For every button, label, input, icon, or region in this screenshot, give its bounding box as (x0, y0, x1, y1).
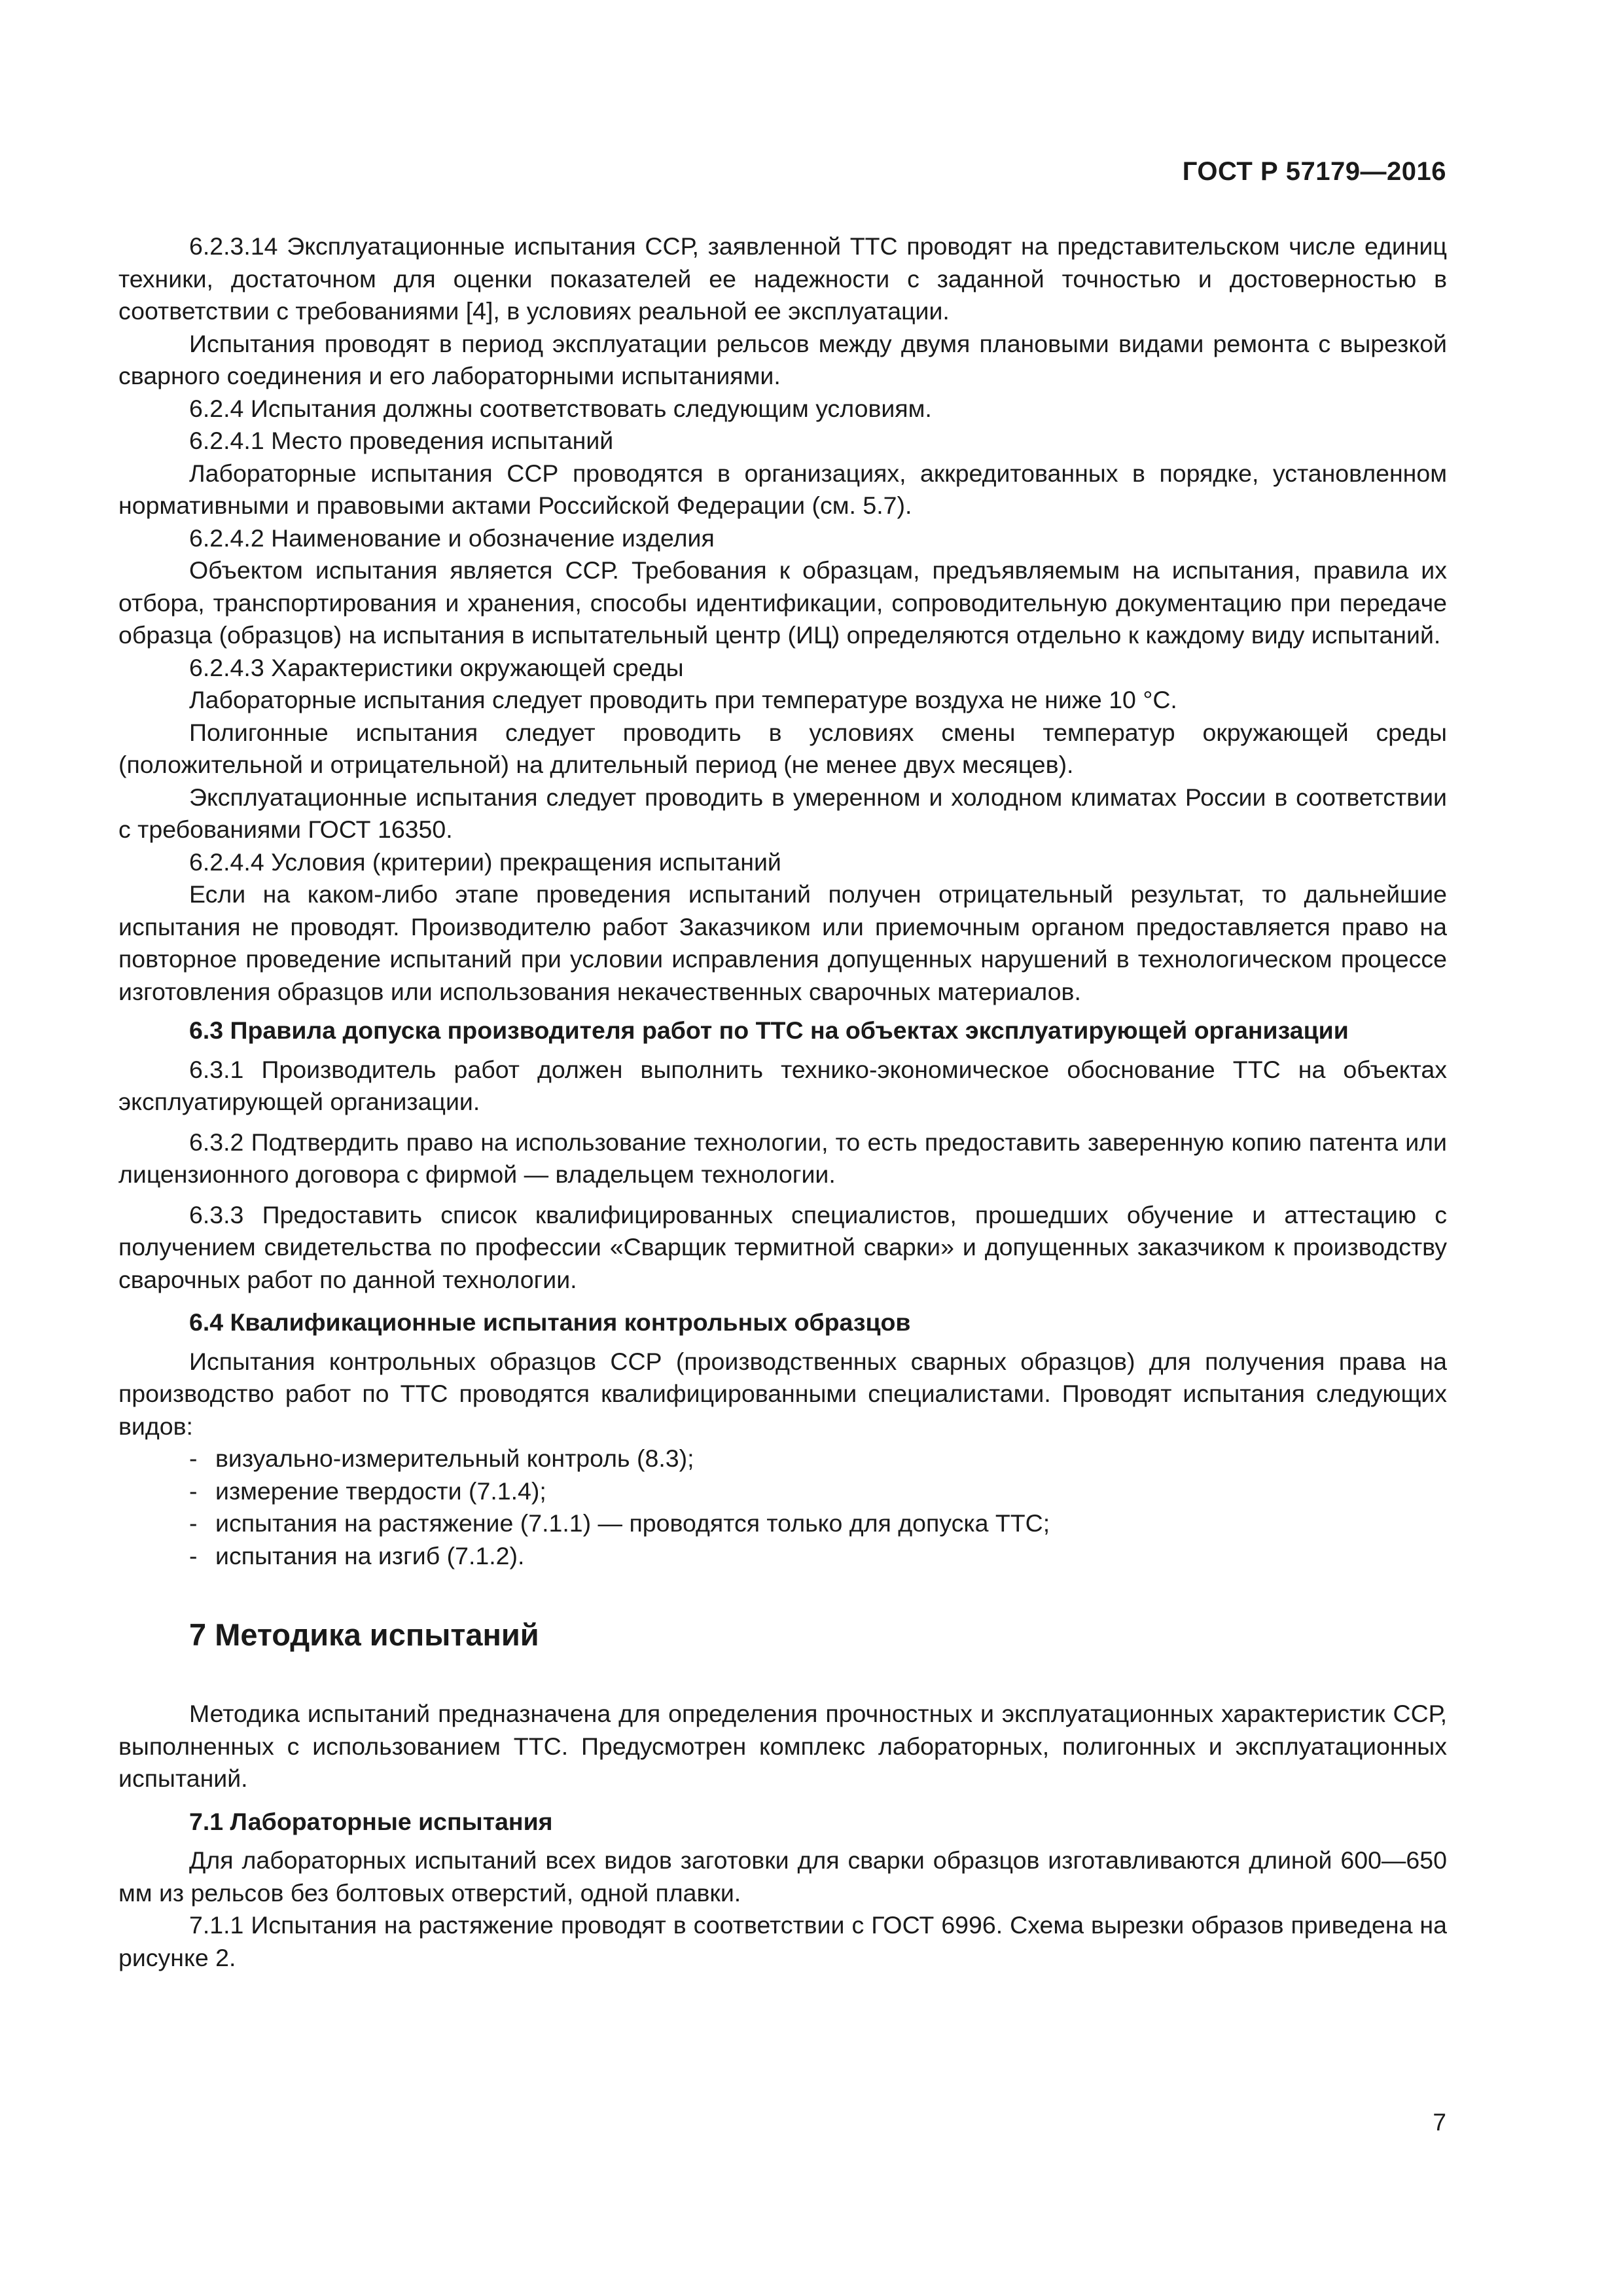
section-heading-7-1: 7.1 Лабораторные испытания (189, 1807, 553, 1835)
chapter-heading-7: 7 Методика испытаний (189, 1617, 539, 1652)
paragraph: Лабораторные испытания следует проводить при температуре воздуха не ниже 10 °С. (189, 686, 1177, 713)
paragraph: Методика испытаний предназначена для определения прочностных и эксплуатационных характеристик ССР, выполненных с использованием ТТС. Предусмотрен комплекс лабораторных, полигонных и эксплуатационных испытаний. (118, 1700, 1447, 1792)
paragraph: Для лабораторных испытаний всех видов заготовки для сварки образцов изготавливаются длиной 600—650 мм из рельсов без болтовых отверстий, одной плавки. (118, 1846, 1447, 1907)
paragraph: Испытания контрольных образцов ССР (производственных сварных образцов) для получения права на производство работ по ТТС проводятся квалифицированными специалистами. Проводят испытания следующих видов: (118, 1347, 1447, 1440)
clause-6-2-4-4: 6.2.4.4 Условия (критерии) прекращения испытаний (189, 848, 781, 876)
list-item: - испытания на растяжение (7.1.1) — проводятся только для допуска ТТС; (189, 1507, 1447, 1540)
paragraph: Если на каком-либо этапе проведения испытаний получен отрицательный результат, то дальнейшие испытания не проводят. Производителю работ Заказчиком или приемочным органом предоставляется право на повторное проведение испытаний при условии исправления допущенных нарушений в технологическом процессе изготовления образцов или использования некачественных сварочных материалов. (118, 880, 1447, 1005)
section-heading-6-4: 6.4 Квалификационные испытания контрольных образцов (189, 1308, 911, 1336)
paragraph: Полигонные испытания следует проводить в условиях смены температур окружающей среды (положительной и отрицательной) на длительный период (не менее двух месяцев). (118, 718, 1447, 778)
paragraph-6-2-3-14: 6.2.3.14 Эксплуатационные испытания ССР, заявленной ТТС проводят на представительском числе единиц техники, достаточном для оценки показателей ее надежности с заданной точностью и достоверностью в соответствии с требованиями [4], в условиях реальной ее эксплуатации. (118, 232, 1447, 325)
paragraph: Эксплуатационные испытания следует проводить в умеренном и холодном климатах России в соответствии с требованиями ГОСТ 16350. (118, 783, 1447, 843)
document-body (118, 230, 1447, 1974)
clause-6-3-1: 6.3.1 Производитель работ должен выполнить технико-экономическое обоснование ТТС на объектах эксплуатирующей организации. (118, 1055, 1447, 1115)
list-item: - визуально-измерительный контроль (8.3); (189, 1443, 1447, 1475)
list-item: - измерение твердости (7.1.4); (189, 1475, 1447, 1508)
document-header: ГОСТ Р 57179—2016 (1182, 157, 1446, 186)
test-types-list (118, 1443, 1447, 1572)
clause-6-2-4-2: 6.2.4.2 Наименование и обозначение изделия (189, 524, 715, 552)
section-heading-6-3: 6.3 Правила допуска производителя работ по ТТС на объектах эксплуатирующей организации (189, 1016, 1349, 1044)
page-number: 7 (1433, 2109, 1446, 2136)
clause-6-2-4-1: 6.2.4.1 Место проведения испытаний (189, 427, 614, 454)
paragraph: Лабораторные испытания ССР проводятся в организациях, аккредитованных в порядке, установленном нормативными и правовыми актами Российской Федерации (см. 5.7). (118, 459, 1447, 519)
clause-6-3-3: 6.3.3 Предоставить список квалифицированных специалистов, прошедших обучение и аттестацию с получением свидетельства по профессии «Сварщик термитной сварки» и допущенных заказчиком к производству сварочных работ по данной технологии. (118, 1200, 1447, 1293)
clause-7-1-1: 7.1.1 Испытания на растяжение проводят в соответствии с ГОСТ 6996. Схема вырезки образов приведена на рисунке 2. (118, 1911, 1447, 1971)
paragraph: Объектом испытания является ССР. Требования к образцам, предъявляемым на испытания, правила их отбора, транспортирования и хранения, способы идентификации, сопроводительную документацию при передаче образца (образцов) на испытания в испытательный центр (ИЦ) определяются отдельно к каждому виду испытаний. (118, 556, 1447, 649)
list-item: - испытания на изгиб (7.1.2). (189, 1540, 1447, 1573)
paragraph: Испытания проводят в период эксплуатации рельсов между двумя плановыми видами ремонта с вырезкой сварного соединения и его лабораторными испытаниями. (118, 329, 1447, 389)
clause-6-3-2: 6.3.2 Подтвердить право на использование технологии, то есть предоставить заверенную копию патента или лицензионного договора с фирмой — владельцем технологии. (118, 1128, 1447, 1188)
clause-6-2-4-3: 6.2.4.3 Характеристики окружающей среды (189, 653, 684, 681)
clause-6-2-4: 6.2.4 Испытания должны соответствовать следующим условиям. (189, 394, 932, 422)
